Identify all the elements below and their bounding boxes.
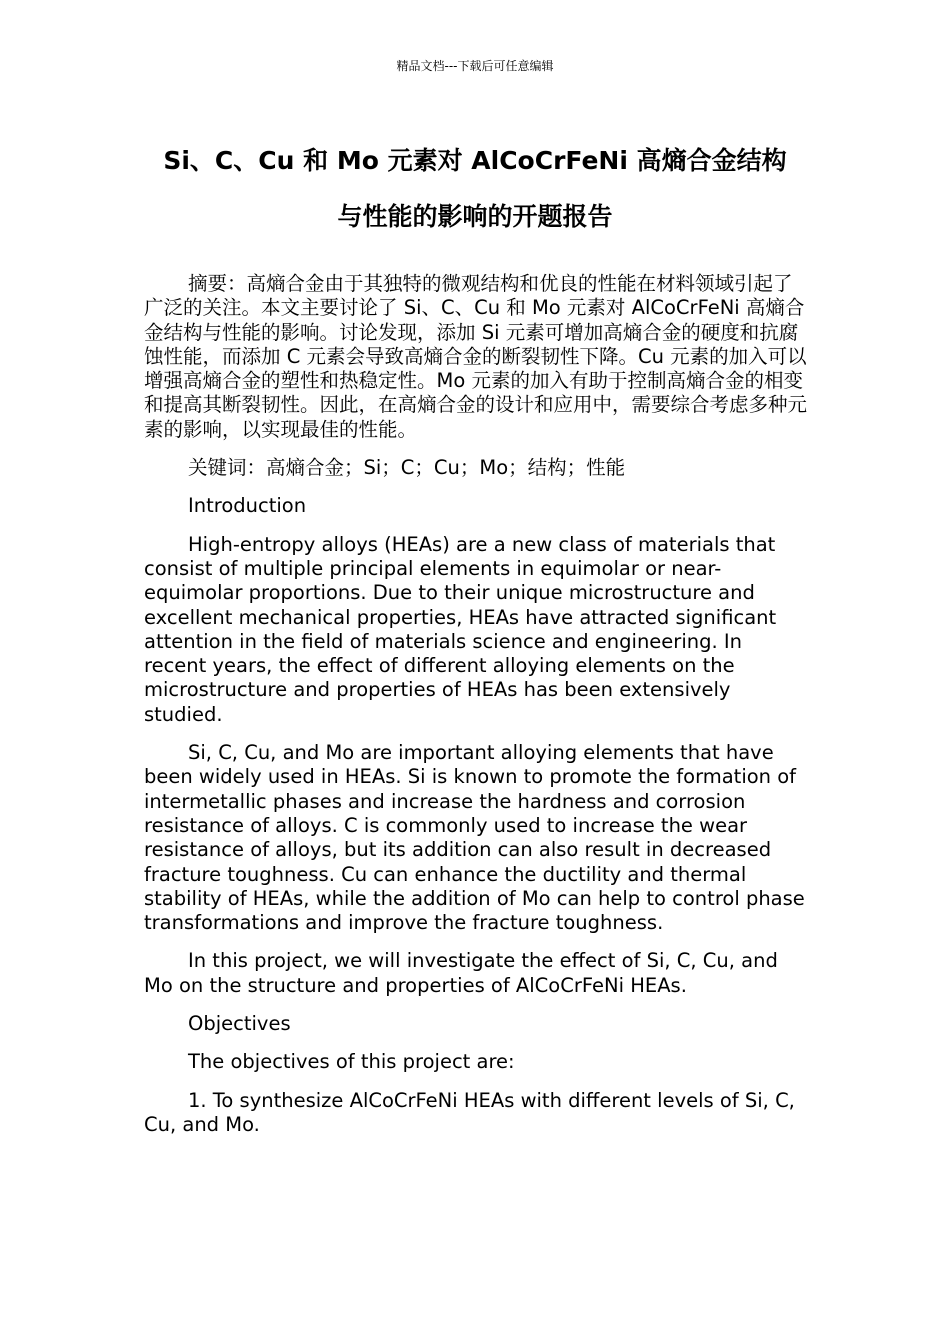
intro-paragraph-2: Si, C, Cu, and Mo are important alloying elements that have been widely used in HEAs. Si is known to promote the formation of intermetallic phases and increase the hardness and corrosion resistance of alloys. C is commonly used to increase the wear resistance of alloys, but its addition can also result in decreased fracture toughness. Cu can enhance the ductility and thermal stability of HEAs, while the addition of Mo can help to control phase transformations and improve the fracture toughness. [144,741,805,935]
title-line-2: 与性能的影响的开题报告 [337,202,613,231]
document-title [140,133,810,245]
introduction-heading: Introduction [188,494,307,518]
keywords-paragraph: 关键词：高熵合金；Si；C；Cu；Mo；结构；性能 [188,456,626,480]
objective-item-1: 1. To synthesize AlCoCrFeNi HEAs with different levels of Si, C, Cu, and Mo. [144,1088,795,1136]
document-body [144,272,808,1151]
objectives-intro: The objectives of this project are: [188,1050,515,1074]
title-line-1: Si、C、Cu 和 Mo 元素对 AlCoCrFeNi 高熵合金结构 [163,146,787,175]
intro-paragraph-3: In this project, we will investigate the effect of Si, C, Cu, and Mo on the structure and properties of AlCoCrFeNi HEAs. [144,949,778,997]
intro-paragraph-1: High-entropy alloys (HEAs) are a new class of materials that consist of multiple principal elements in equimolar or near-equimolar proportions. Due to their unique microstructure and excellent mechanical properties, HEAs have attracted significant attention in the field of materials science and engineering. In recent years, the effect of different alloying elements on the microstructure and properties of HEAs has been extensively studied. [144,532,777,726]
page-header: 精品文档---下载后可任意编辑 [396,59,554,73]
abstract-paragraph: 摘要：高熵合金由于其独特的微观结构和优良的性能在材料领域引起了广泛的关注。本文主要讨论了 Si、C、Cu 和 Mo 元素对 AlCoCrFeNi 高熵合金结构与性能的影响。讨论发现，添加 Si 元素可增加高熵合金的硬度和抗腐蚀性能，而添加 C 元素会导致高熵合金的断裂韧性下降。Cu 元素的加入可以增强高熵合金的塑性和热稳定性。Mo 元素的加入有助于控制高熵合金的相变和提高其断裂韧性。因此，在高熵合金的设计和应用中，需要综合考虑多种元素的影响，以实现最佳的性能。 [144,272,808,441]
objectives-heading: Objectives [188,1012,291,1036]
